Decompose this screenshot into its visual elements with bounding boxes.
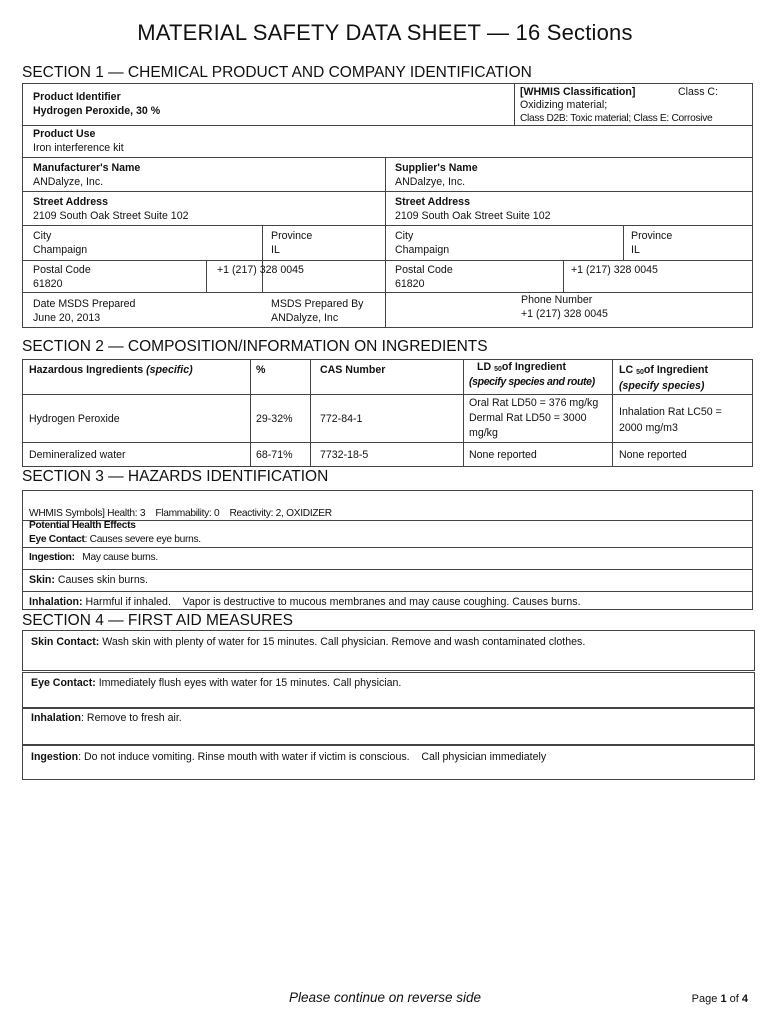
manufacturer-province-label: Province (271, 230, 313, 242)
manufacturer-postal-label: Postal Code (33, 264, 91, 276)
supplier-city-value: Champaign (395, 244, 450, 256)
manufacturer-city-label: City (33, 230, 52, 242)
ingredient-percent: 29-32% (256, 413, 293, 425)
col-ld50: LD $_{50}$of Ingredient (477, 361, 567, 373)
product-identifier-value: Hydrogen Peroxide, 30 % (33, 105, 161, 117)
first-aid-ingestion: Ingestion: Do not induce vomiting. Rinse mouth with water if victim is conscious. Call physician immediately (31, 751, 547, 763)
manufacturer-phone-value: +1 (217) 328 0045 (217, 264, 304, 276)
supplier-postal-value: 61820 (395, 278, 425, 290)
supplier-value: ANDalzye, Inc. (395, 176, 466, 188)
manufacturer-city-value: Champaign (33, 244, 88, 256)
prepared-by-value: ANDalyze, Inc (271, 312, 339, 324)
ingredient-name: Demineralized water (29, 449, 126, 461)
col-ld50-note: (specify species and route) (469, 376, 595, 388)
product-use-label: Product Use (33, 128, 96, 140)
section3-table (22, 490, 753, 610)
continue-note: Please continue on reverse side (288, 990, 482, 1005)
ingredient-lc50: None reported (619, 449, 687, 461)
col-hazardous-ingredients: Hazardous Ingredients (specific) (29, 364, 193, 376)
manufacturer-label: Manufacturer's Name (33, 162, 141, 174)
first-aid-eye-box (22, 672, 755, 708)
manufacturer-province-value: IL (271, 244, 280, 256)
whmis-classification-label: [WHMIS Classification] (520, 86, 636, 98)
col-cas-number: CAS Number (320, 364, 386, 376)
product-identifier-label: Product Identifier (33, 91, 121, 103)
first-aid-inhalation: Inhalation: Remove to fresh air. (31, 712, 182, 724)
phone-number-label: Phone Number (521, 294, 593, 306)
manufacturer-street-label: Street Address (33, 196, 108, 208)
col-percent: % (256, 364, 266, 376)
supplier-city-label: City (395, 230, 414, 242)
whmis-symbols: WHMIS Symbols] Health: 3 Flammability: 0 Reactivity: 2, OXIDIZER (29, 508, 332, 519)
ingredient-percent: 68-71% (256, 449, 293, 461)
ingestion-effect: Ingestion: May cause burns. (29, 552, 158, 563)
supplier-street-label: Street Address (395, 196, 470, 208)
first-aid-inhalation-box (22, 708, 755, 745)
section4-heading: SECTION 4 — FIRST AID MEASURES (22, 612, 294, 629)
ingredient-ld50: None reported (469, 449, 537, 461)
phone-number-value: +1 (217) 328 0045 (521, 308, 608, 320)
inhalation-effect: Inhalation: Harmful if inhaled. Vapor is destructive to mucous membranes and may cause coughing. Causes burns. (29, 596, 581, 608)
first-aid-eye: Eye Contact: Immediately flush eyes with water for 15 minutes. Call physician. (31, 677, 402, 689)
section1-heading: SECTION 1 — CHEMICAL PRODUCT AND COMPANY IDENTIFICATION (22, 64, 532, 81)
col-lc50-note: (specify species) (619, 380, 705, 392)
ingredient-cas: 772-84-1 (320, 413, 363, 425)
supplier-label: Supplier's Name (395, 162, 478, 174)
section3-heading: SECTION 3 — HAZARDS IDENTIFICATION (22, 468, 329, 485)
first-aid-skin: Skin Contact: Wash skin with plenty of water for 15 minutes. Call physician. Remove and wash contaminated clothes. (31, 636, 586, 648)
section2-heading: SECTION 2 — COMPOSITION/INFORMATION ON INGREDIENTS (22, 338, 488, 355)
supplier-province-label: Province (631, 230, 673, 242)
document-title: MATERIAL SAFETY DATA SHEET — 16 Sections (137, 20, 633, 45)
ingredient-ld50: Oral Rat LD50 = 376 mg/kg Dermal Rat LD50 = 3000 mg/kg (469, 397, 599, 439)
supplier-postal-label: Postal Code (395, 264, 453, 276)
product-use-value: Iron interference kit (33, 142, 124, 154)
manufacturer-street-value: 2109 South Oak Street Suite 102 (33, 210, 189, 222)
page-number: Page 1 of 4 (691, 993, 748, 1005)
manufacturer-value: ANDalyze, Inc. (33, 176, 104, 188)
date-prepared-value: June 20, 2013 (33, 312, 101, 324)
first-aid-ingestion-box (22, 745, 755, 780)
ingredient-cas: 7732-18-5 (320, 449, 369, 461)
potential-health-effects-label: Potential Health Effects (29, 520, 136, 531)
col-lc50: LC $_{50}$of Ingredient (619, 364, 709, 376)
whmis-class-line3: Class D2B: Toxic material; Class E: Corrosive (520, 113, 713, 124)
skin-effect: Skin: Causes skin burns. (29, 574, 148, 586)
eye-contact-effect: Eye Contact: Causes severe eye burns. (29, 534, 201, 545)
date-prepared-label: Date MSDS Prepared (33, 298, 136, 310)
first-aid-skin-box (22, 630, 755, 671)
supplier-phone-value: +1 (217) 328 0045 (571, 264, 658, 276)
ingredient-lc50: Inhalation Rat LC50 = 2000 mg/m3 (619, 406, 722, 434)
supplier-province-value: IL (631, 244, 640, 256)
prepared-by-label: MSDS Prepared By (271, 298, 364, 310)
whmis-class-line2: Oxidizing material; (520, 99, 608, 111)
section1-table (22, 83, 753, 328)
supplier-street-value: 2109 South Oak Street Suite 102 (395, 210, 551, 222)
ingredient-name: Hydrogen Peroxide (29, 413, 120, 425)
whmis-class-c: Class C: (678, 86, 719, 98)
manufacturer-postal-value: 61820 (33, 278, 63, 290)
section2-table (22, 359, 753, 467)
